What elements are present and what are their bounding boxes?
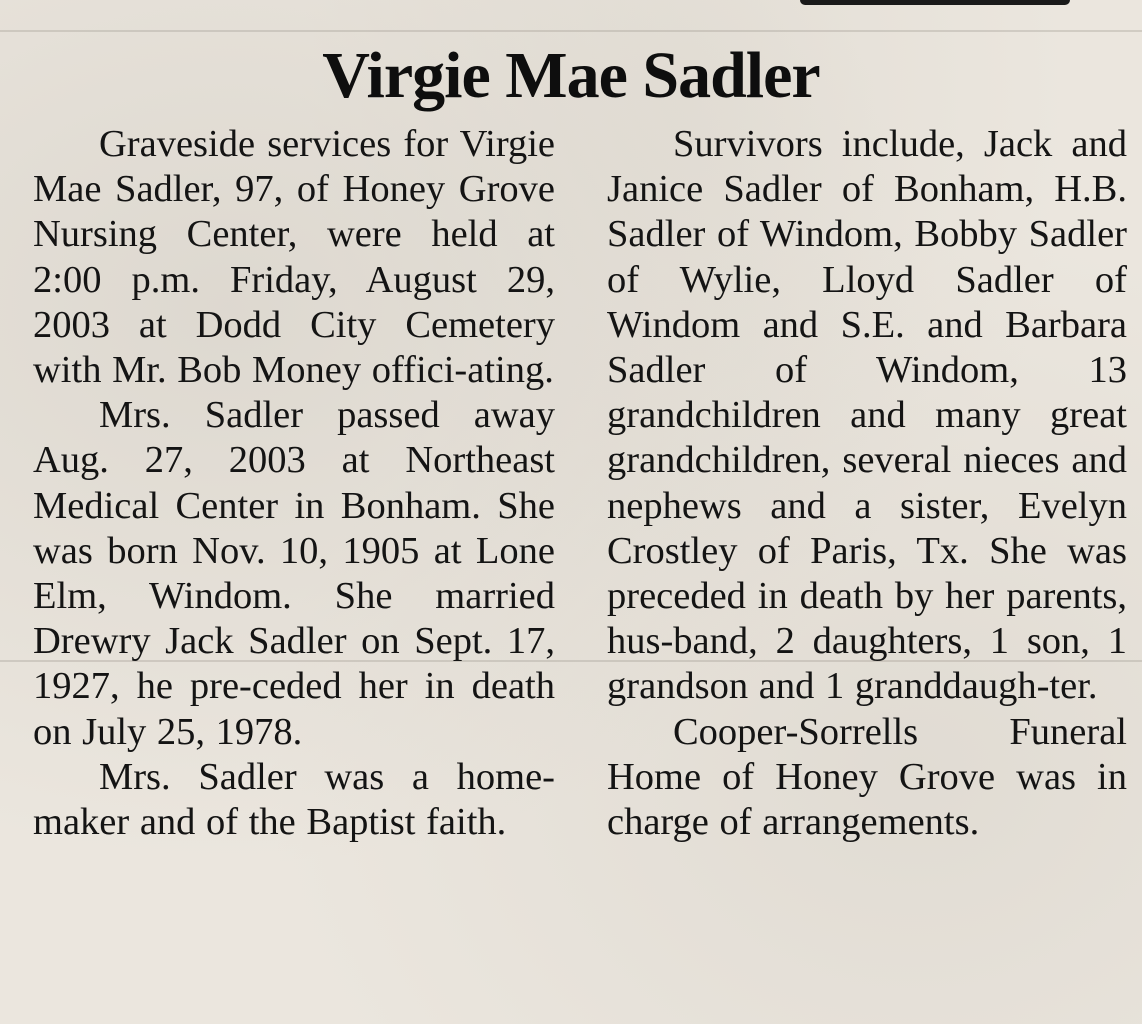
- obituary-headline: Virgie Mae Sadler: [322, 39, 820, 112]
- paragraph-faith: Mrs. Sadler was a home-maker and of the Baptist faith.: [33, 755, 555, 844]
- left-column: [33, 122, 555, 845]
- paragraph-arrangements: Cooper-Sorrells Funeral Home of Honey Grove was in charge of arrangements.: [607, 710, 1127, 844]
- paragraph-services: Graveside services for Virgie Mae Sadler, 97, of Honey Grove Nursing Center, were held at 2:00 p.m. Friday, August 29, 2003 at Dodd City Cemetery with Mr. Bob Money offici-ating.: [33, 123, 555, 392]
- ink-smudge: [800, 0, 1070, 5]
- right-column: [607, 122, 1127, 845]
- bleed-through-line: [0, 30, 1142, 32]
- paragraph-life-details: Mrs. Sadler passed away Aug. 27, 2003 at Northeast Medical Center in Bonham. She was born Nov. 10, 1905 at Lone Elm, Windom. She married Drewry Jack Sadler on Sept. 17, 1927, he pre-ceded her in death on July 25, 1978.: [33, 394, 555, 753]
- paragraph-survivors: Survivors include, Jack and Janice Sadler of Bonham, H.B. Sadler of Windom, Bobby Sadler of Wylie, Lloyd Sadler of Windom and S.E. and Barbara Sadler of Windom, 13 grandchildren and many great grandchildren, several nieces and nephews and a sister, Evelyn Crostley of Paris, Tx. She was preceded in death by her parents, hus-band, 2 daughters, 1 son, 1 grandson and 1 granddaugh-ter.: [607, 123, 1127, 708]
